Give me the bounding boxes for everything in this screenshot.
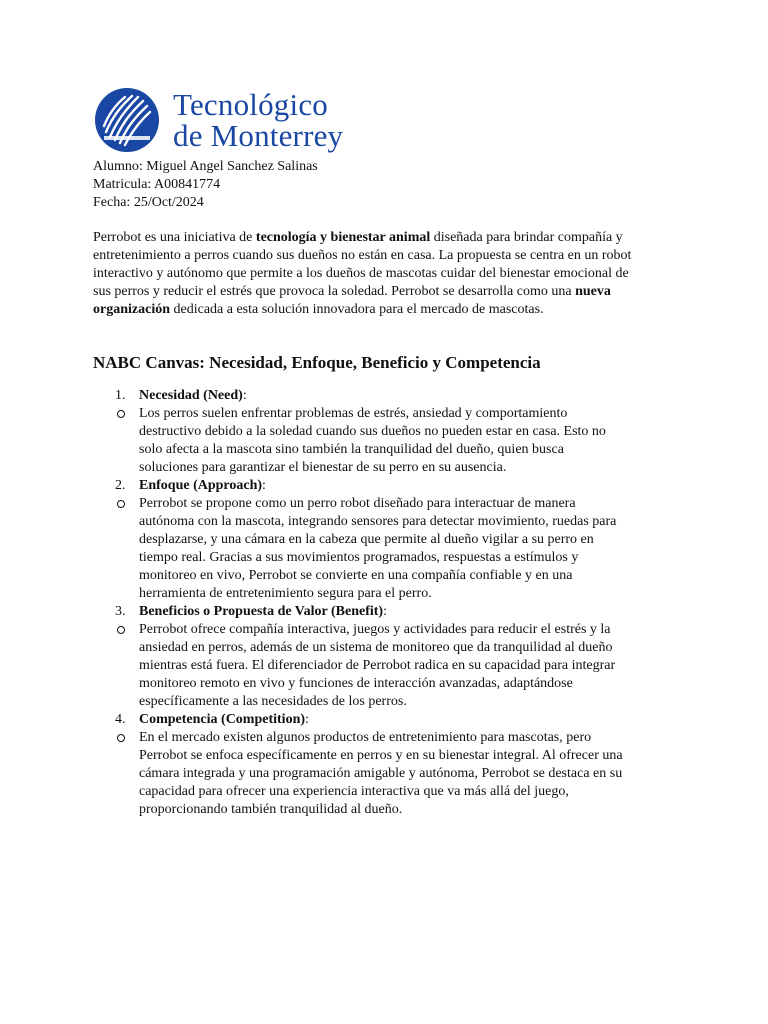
intro-text-2: diseñada para brindar compañía y entretenimiento a perros cuando sus dueños no están en casa. La propuesta se centra en un robot interactivo y autónomo que permite a los dueños de mascotas cuidar del bienestar emocional de sus perros y reducir el estrés que provoca la soledad. Perrobot se desarrolla como una bbox=[93, 230, 632, 299]
item-number: 4. bbox=[115, 712, 126, 727]
item-number: 2. bbox=[115, 478, 126, 493]
hollow-bullet-icon bbox=[117, 500, 125, 508]
logo-wordmark bbox=[173, 89, 343, 151]
list-item-competition bbox=[93, 711, 683, 729]
hollow-bullet-icon bbox=[117, 734, 125, 742]
student-name: Alumno: Miguel Angel Sanchez Salinas bbox=[93, 159, 318, 174]
student-info bbox=[93, 158, 318, 212]
logo-line-1: Tecnológico bbox=[173, 87, 328, 122]
logo-line-2: de Monterrey bbox=[173, 118, 344, 153]
item-colon: : bbox=[305, 712, 309, 727]
sub-item bbox=[93, 729, 683, 819]
item-colon: : bbox=[242, 388, 247, 403]
section-heading: NABC Canvas: Necesidad, Enfoque, Beneficio y Competencia bbox=[93, 353, 541, 372]
item-number: 3. bbox=[115, 604, 126, 619]
intro-bold-1: tecnología y bienestar animal bbox=[255, 230, 431, 245]
document-date: Fecha: 25/Oct/2024 bbox=[93, 195, 204, 210]
sub-item-text: Perrobot ofrece compañía interactiva, juegos y actividades para reducir el estrés y la ansiedad en perros, además de un sistema de monitoreo que da tranquilidad al dueño mientras está fuera. El diferenciador de Perrobot radica en su capacidad para integrar monitoreo remoto en vivo y funciones de interacción avanzadas, adaptándose específicamente a las necesidades de los perros. bbox=[139, 622, 616, 709]
list-item-approach bbox=[93, 477, 683, 495]
intro-text-3: dedicada a esta solución innovadora para el mercado de mascotas. bbox=[170, 302, 544, 317]
nabc-list bbox=[93, 387, 683, 819]
item-colon: : bbox=[262, 478, 266, 493]
item-title: Beneficios o Propuesta de Valor (Benefit) bbox=[139, 604, 384, 619]
list-item-need bbox=[93, 387, 683, 405]
sub-item-text: En el mercado existen algunos productos de entretenimiento para mascotas, pero Perrobot se enfoca específicamente en perros y en su bienestar integral. Al ofrecer una cámara integrada y una programación amigable y autónoma, Perrobot se destaca en su capacidad para ofrecer una experiencia interactiva que va más allá del juego, proporcionando también tranquilidad al dueño. bbox=[139, 730, 623, 817]
sub-item bbox=[93, 495, 683, 603]
intro-bold-2: nueva organización bbox=[93, 284, 611, 317]
sub-item-text: Perrobot se propone como un perro robot diseñado para interactuar de manera autónoma con la mascota, integrando sensores para detectar movimiento, ruedas para desplazarse, y una cámara en la cabeza que permite al dueño vigilar a su perro en tiempo real. Gracias a sus movimientos programados, respuestas a estímulos y monitoreo en vivo, Perrobot se convierte en una compañía confiable y en una herramienta de entretenimiento segura para el perro. bbox=[139, 496, 617, 601]
item-title: Competencia (Competition) bbox=[139, 712, 306, 727]
hollow-bullet-icon bbox=[117, 626, 125, 634]
list-item-benefit bbox=[93, 603, 683, 621]
hollow-bullet-icon bbox=[117, 410, 125, 418]
item-number: 1. bbox=[115, 388, 126, 403]
sub-item bbox=[93, 405, 683, 477]
item-title: Necesidad (Need) bbox=[139, 388, 243, 403]
item-colon: : bbox=[383, 604, 387, 619]
intro-text-1: Perrobot es una iniciativa de bbox=[93, 230, 256, 245]
institution-logo bbox=[94, 87, 343, 153]
sub-item bbox=[93, 621, 683, 711]
item-title: Enfoque (Approach) bbox=[139, 478, 263, 493]
student-id: Matricula: A00841774 bbox=[93, 177, 221, 192]
intro-paragraph bbox=[93, 229, 648, 319]
sub-item-text: Los perros suelen enfrentar problemas de estrés, ansiedad y comportamiento destructivo debido a la soledad cuando sus dueños no pueden estar en casa. Esto no solo afecta a la mascota sino también la tranquilidad del dueño, quien busca soluciones para garantizar el bienestar de su perro en su ausencia. bbox=[139, 406, 606, 475]
tec-seal-icon bbox=[94, 87, 160, 153]
